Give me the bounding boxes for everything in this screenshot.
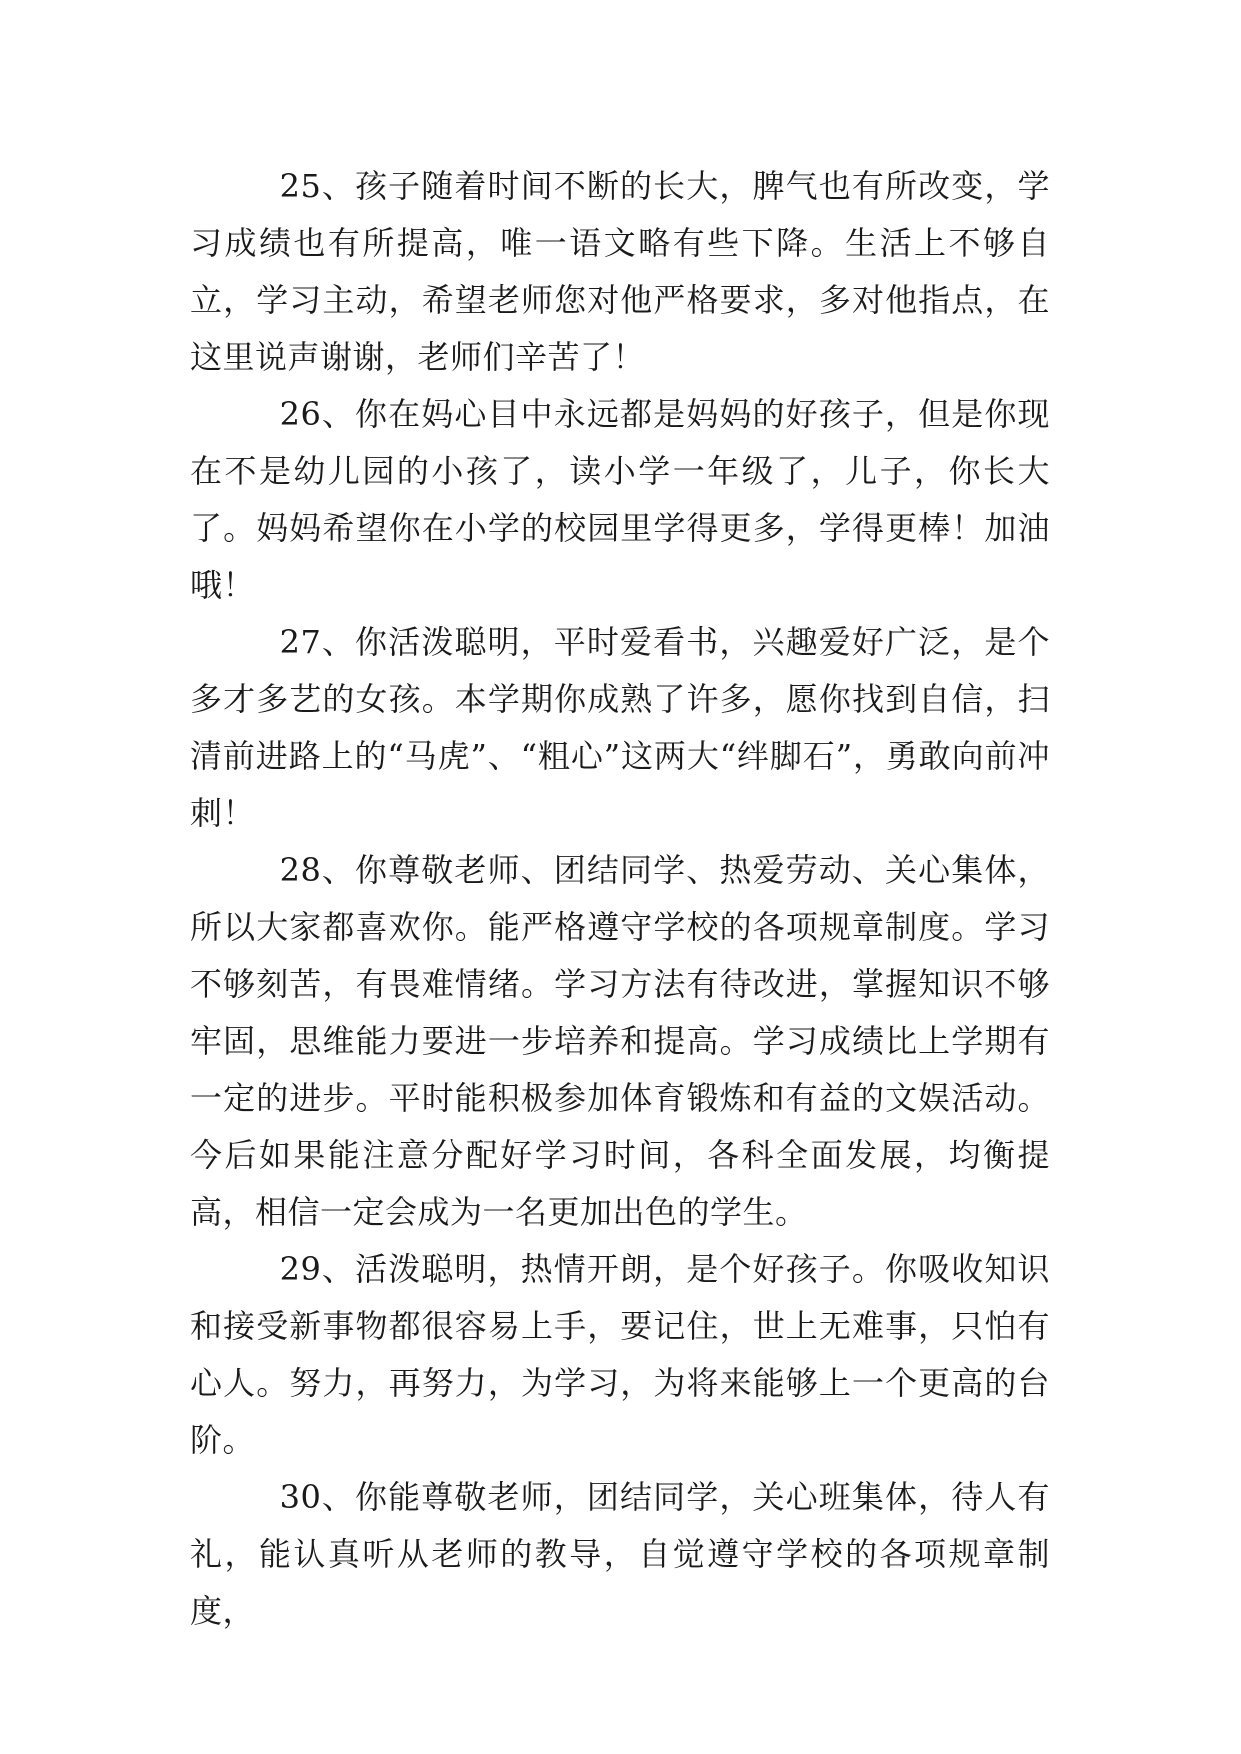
document-body	[190, 158, 1050, 1640]
paragraph-25: 25、孩子随着时间不断的长大，脾气也有所改变，学习成绩也有所提高，唯一语文略有些下降。生活上不够自立，学习主动，希望老师您对他严格要求，多对他指点，在这里说声谢谢，老师们辛苦了！	[190, 167, 1050, 376]
paragraph-28: 28、你尊敬老师、团结同学、热爱劳动、关心集体，所以大家都喜欢你。能严格遵守学校的各项规章制度。学习不够刻苦，有畏难情绪。学习方法有待改进，掌握知识不够牢固，思维能力要进一步培养和提高。学习成绩比上学期有一定的进步。平时能积极参加体育锻炼和有益的文娱活动。今后如果能注意分配好学习时间，各科全面发展，均衡提高，相信一定会成为一名更加出色的学生。	[190, 851, 1050, 1231]
paragraph-30: 30、你能尊敬老师，团结同学，关心班集体，待人有礼，能认真听从老师的教导，自觉遵守学校的各项规章制度，	[190, 1478, 1050, 1630]
paragraph-27: 27、你活泼聪明，平时爱看书，兴趣爱好广泛，是个多才多艺的女孩。本学期你成熟了许多，愿你找到自信，扫清前进路上的“马虎”、“粗心”这两大“绊脚石”，勇敢向前冲刺！	[190, 623, 1050, 832]
paragraph-26: 26、你在妈心目中永远都是妈妈的好孩子，但是你现在不是幼儿园的小孩了，读小学一年级了，儿子，你长大了。妈妈希望你在小学的校园里学得更多，学得更棒！加油哦！	[190, 395, 1050, 604]
paragraph-29: 29、活泼聪明，热情开朗，是个好孩子。你吸收知识和接受新事物都很容易上手，要记住，世上无难事，只怕有心人。努力，再努力，为学习，为将来能够上一个更高的台阶。	[190, 1250, 1050, 1459]
